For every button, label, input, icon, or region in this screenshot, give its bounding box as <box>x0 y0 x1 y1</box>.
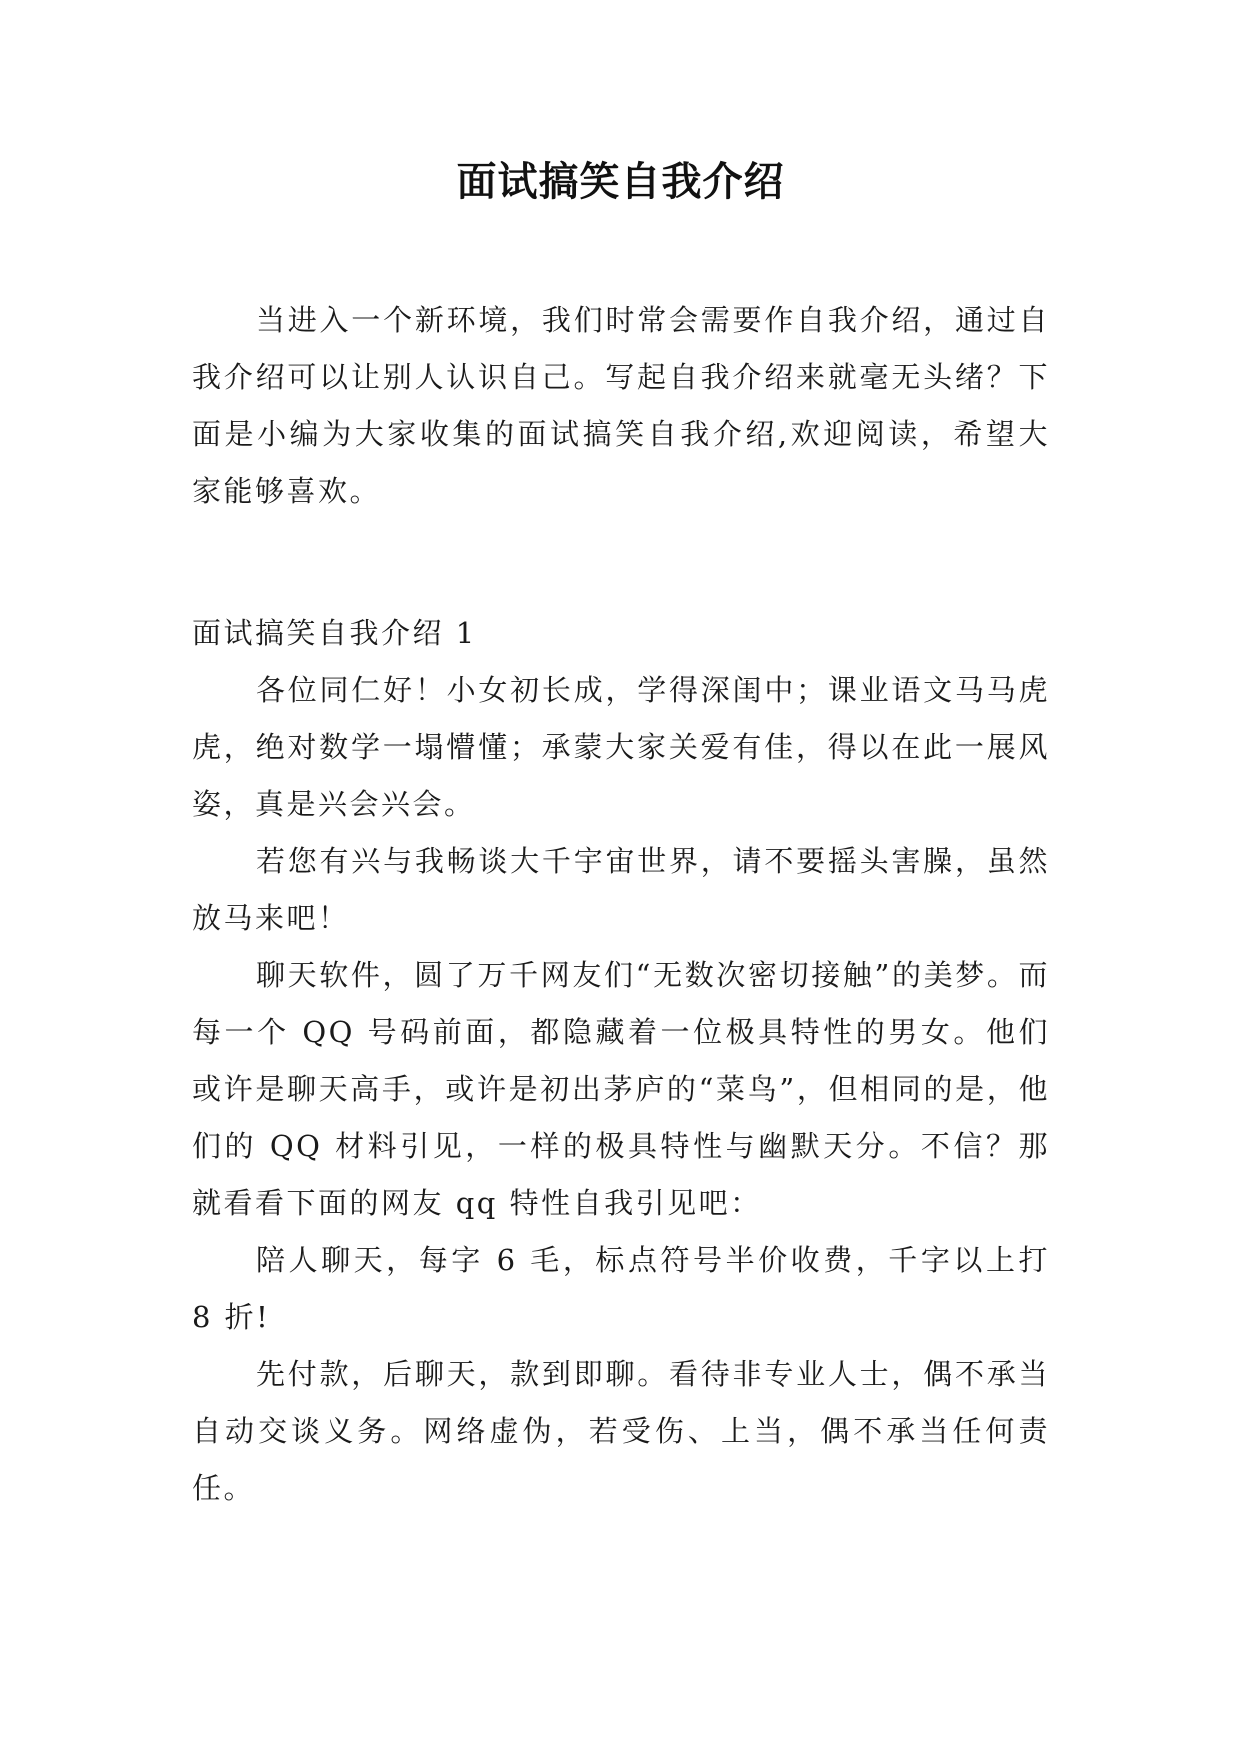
section-heading: 面试搞笑自我介绍 1 <box>192 616 477 650</box>
body-paragraph: 先付款，后聊天，款到即聊。看待非专业人士，偶不承当自动交谈义务。网络虚伪，若受伤、上当，偶不承当任何责任。 <box>192 1357 1050 1505</box>
document-body <box>192 292 1050 1517</box>
intro-paragraph: 当进入一个新环境，我们时常会需要作自我介绍，通过自我介绍可以让别人认识自己。写起自我介绍来就毫无头绪？下面是小编为大家收集的面试搞笑自我介绍,欢迎阅读，希望大家能够喜欢。 <box>192 303 1050 508</box>
body-paragraph: 若您有兴与我畅谈大千宇宙世界，请不要摇头害臊，虽然放马来吧！ <box>192 844 1050 935</box>
body-paragraph: 聊天软件，圆了万千网友们“无数次密切接触”的美梦。而每一个 QQ 号码前面，都隐藏着一位极具特性的男女。他们或许是聊天高手，或许是初出茅庐的“菜鸟”，但相同的是，他们的 QQ 材料引见，一样的极具特性与幽默天分。不信？那就看看下面的网友 qq 特性自我引见吧： <box>192 958 1050 1220</box>
body-paragraph: 各位同仁好！小女初长成，学得深闺中；课业语文马马虎虎，绝对数学一塌懵懂；承蒙大家关爱有佳，得以在此一展风姿，真是兴会兴会。 <box>192 673 1050 821</box>
body-paragraph: 陪人聊天，每字 6 毛，标点符号半价收费，千字以上打 8 折! <box>192 1243 1050 1334</box>
document-title: 面试搞笑自我介绍 <box>456 159 785 205</box>
